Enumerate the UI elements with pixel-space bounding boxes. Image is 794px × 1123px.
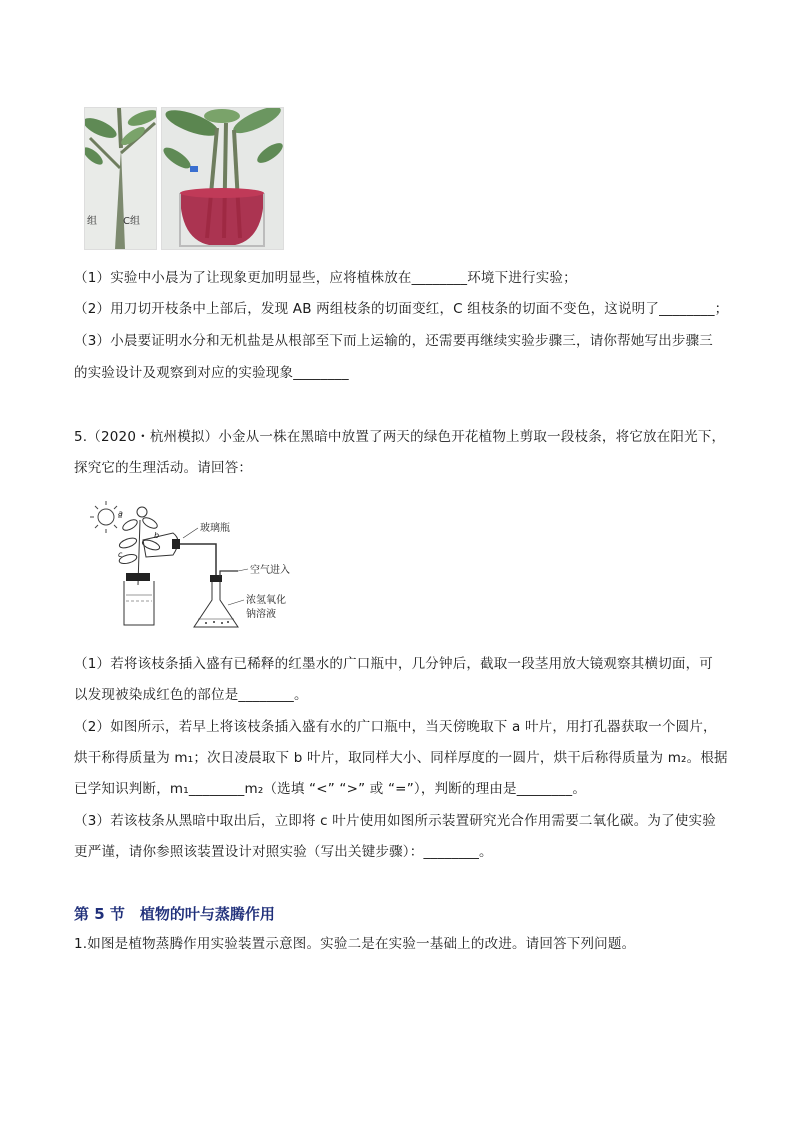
q5-part2-line2: 烘干称得质量为 m₁；次日凌晨取下 b 叶片，取同样大小、同样厚度的一圆片，烘干后称得质量为 m₂。根据 — [74, 750, 728, 766]
q5-part2-line1: （2）如图所示，若早上将该枝条插入盛有水的广口瓶中，当天傍晚取下 a 叶片，用打孔器获取一个圆片， — [74, 719, 717, 735]
label-leaf-c: c — [118, 550, 123, 559]
beaker-red-ink-photo-illustration — [162, 108, 283, 249]
q4-part2: （2）用刀切开枝条中上部后，发现 AB 两组枝条的切面变红，C 组枝条的切面不变色，这说明了________； — [74, 301, 729, 317]
q5-part1-line1: （1）若将该枝条插入盛有已稀释的红墨水的广口瓶中，几分钟后，截取一段茎用放大镜观察其横切面，可 — [74, 656, 713, 672]
q5-part2-line3: 已学知识判断，m₁________m₂（选填 “<” “>” 或 “=”），判断的理由是________。 — [74, 781, 587, 797]
label-leaf-b: b — [154, 531, 160, 540]
q5-stem-line2: 探究它的生理活动。请回答： — [74, 460, 253, 476]
label-naoh-line1: 浓氢氧化 — [246, 595, 286, 606]
label-glass-bottle: 玻璃瓶 — [200, 523, 230, 534]
photo-label-partial: 组 — [87, 216, 97, 227]
q5-part1-line2: 以发现被染成红色的部位是________。 — [74, 687, 308, 703]
q5-stem-line1: 5.（2020・杭州模拟）小金从一株在黑暗中放置了两天的绿色开花植物上剪取一段枝条，将它放在阳光下， — [74, 429, 726, 445]
plant-stem-photo-illustration — [85, 108, 156, 249]
q4-part3-line2: 的实验设计及观察到对应的实验现象________ — [74, 365, 349, 381]
label-air-in: 空气进入 — [250, 565, 290, 576]
q4-part1: （1）实验中小晨为了让现象更加明显些，应将植株放在________环境下进行实验； — [74, 270, 577, 286]
q5-apparatus-figure — [88, 495, 318, 635]
q4-part3-line1: （3）小晨要证明水分和无机盐是从根部至下而上运输的，还需要再继续实验步骤三，请你帮她写出步骤三 — [74, 333, 713, 349]
photo-label-c-group: C组 — [123, 216, 140, 227]
section5-question1: 1.如图是植物蒸腾作用实验装置示意图。实验二是在实验一基础上的改进。请回答下列问题。 — [74, 936, 636, 952]
label-naoh-line2: 钠溶液 — [246, 609, 276, 620]
plant-photo-right — [161, 107, 284, 250]
q5-part3-line2: 更严谨，请你参照该装置设计对照实验（写出关键步骤）：________。 — [74, 844, 493, 860]
q5-part3-line1: （3）若该枝条从黑暗中取出后，立即将 c 叶片使用如图所示装置研究光合作用需要二氧化碳。为了使实验 — [74, 813, 716, 829]
plant-photo-left — [84, 107, 157, 250]
section-title: 第 5 节 植物的叶与蒸腾作用 — [74, 905, 275, 923]
label-leaf-a: a — [118, 509, 123, 518]
